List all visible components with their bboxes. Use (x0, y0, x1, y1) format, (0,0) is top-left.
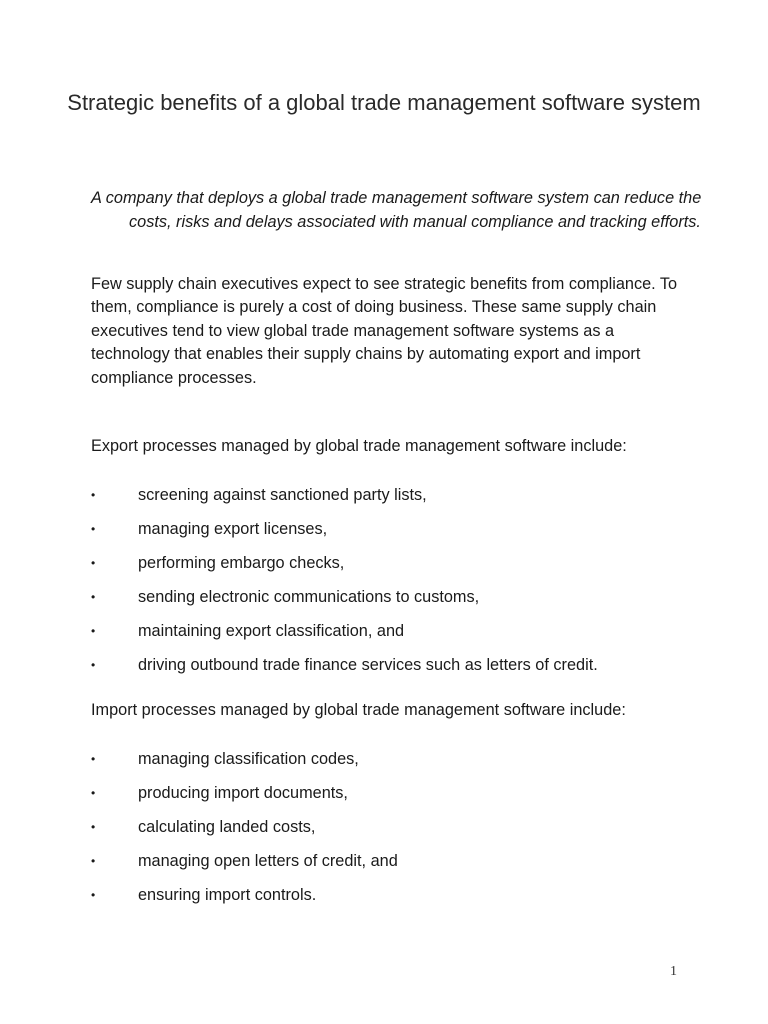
list-item (91, 620, 691, 654)
export-heading: Export processes managed by global trade management software include: (91, 437, 627, 455)
intro-paragraph: Few supply chain executives expect to see strategic benefits from compliance. To them, compliance is purely a cost of doing business. These same supply chain executives tend to view global trade management software systems as a technology that enables their supply chains by automating export and import compliance processes. (91, 275, 678, 387)
bullet-icon: • (91, 624, 96, 638)
list-item-text: managing open letters of credit, and (138, 852, 398, 870)
list-item-text: driving outbound trade finance services such as letters of credit. (138, 656, 598, 674)
bullet-icon: • (91, 556, 96, 570)
import-list (91, 748, 691, 918)
list-item-text: calculating landed costs, (138, 818, 316, 836)
export-list (91, 484, 691, 688)
list-item (91, 518, 691, 552)
list-item-text: performing embargo checks, (138, 554, 345, 572)
bullet-icon: • (91, 752, 96, 766)
import-heading: Import processes managed by global trade management software include: (91, 701, 626, 719)
bullet-icon: • (91, 658, 96, 672)
bullet-icon: • (91, 854, 96, 868)
bullet-icon: • (91, 786, 96, 800)
list-item (91, 654, 691, 688)
list-item (91, 586, 691, 620)
lede-paragraph: A company that deploys a global trade management software system can reduce the costs, risks and delays associated with manual compliance and tracking efforts. (91, 189, 702, 231)
list-item-text: managing export licenses, (138, 520, 328, 538)
bullet-icon: • (91, 488, 96, 502)
document-title: Strategic benefits of a global trade management software system (67, 90, 701, 115)
list-item (91, 816, 691, 850)
bullet-icon: • (91, 522, 96, 536)
list-item-text: managing classification codes, (138, 750, 359, 768)
page-number: 1 (670, 964, 677, 979)
list-item (91, 552, 691, 586)
list-item-text: producing import documents, (138, 784, 348, 802)
list-item (91, 484, 691, 518)
bullet-icon: • (91, 820, 96, 834)
list-item-text: sending electronic communications to customs, (138, 588, 480, 606)
list-item-text: screening against sanctioned party lists, (138, 486, 427, 504)
bullet-icon: • (91, 888, 96, 902)
list-item (91, 850, 691, 884)
list-item-text: ensuring import controls. (138, 886, 317, 904)
list-item (91, 748, 691, 782)
list-item (91, 884, 691, 918)
list-item (91, 782, 691, 816)
list-item-text: maintaining export classification, and (138, 622, 405, 640)
bullet-icon: • (91, 590, 96, 604)
